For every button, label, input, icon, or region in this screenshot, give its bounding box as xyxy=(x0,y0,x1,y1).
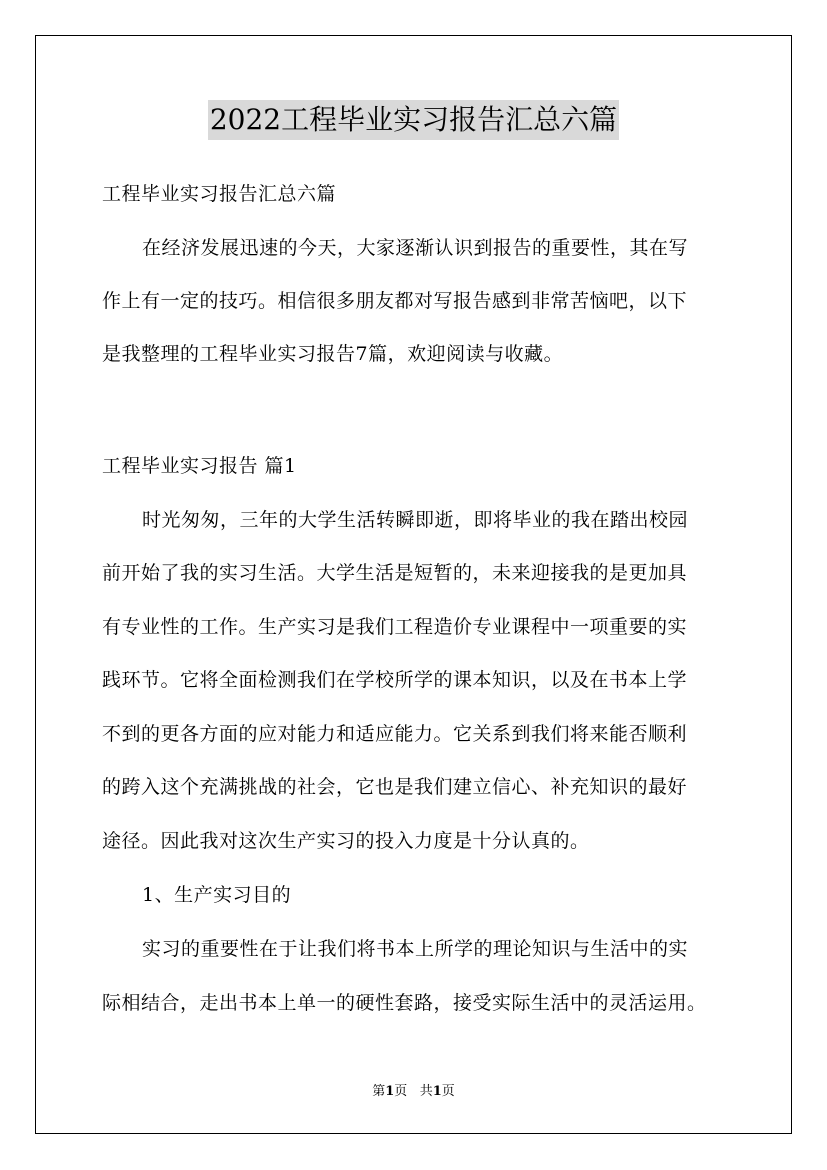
page-number: 1 xyxy=(385,1084,395,1099)
paragraph-line: 作上有一定的技巧。相信很多朋友都对写报告感到非常苦恼吧，以下 xyxy=(102,290,688,312)
paragraph-line: 不到的更各方面的应对能力和适应能力。它关系到我们将来能否顺利 xyxy=(102,723,688,745)
document-title: 2022工程毕业实习报告汇总六篇 xyxy=(208,100,619,140)
paragraph-line: 途径。因此我对这次生产实习的投入力度是十分认真的。 xyxy=(102,830,590,852)
paragraph-line: 实习的重要性在于让我们将书本上所学的理论知识与生活中的实 xyxy=(142,938,689,960)
page-prefix: 第 xyxy=(372,1084,386,1099)
page-suffix: 页 xyxy=(394,1084,408,1099)
paragraph-line: 有专业性的工作。生产实习是我们工程造价专业课程中一项重要的实 xyxy=(102,616,688,638)
paragraph-line: 在经济发展迅速的今天，大家逐渐认识到报告的重要性，其在写 xyxy=(142,237,689,259)
paragraph-line: 际相结合，走出书本上单一的硬性套路，接受实际生活中的灵活运用。 xyxy=(102,992,707,1014)
paragraph-line: 的跨入这个充满挑战的社会，它也是我们建立信心、补充知识的最好 xyxy=(102,776,688,798)
subtitle-line: 工程毕业实习报告汇总六篇 xyxy=(102,183,337,205)
title-container xyxy=(0,100,827,140)
total-pages: 1 xyxy=(432,1084,442,1099)
paragraph-line: 是我整理的工程毕业实习报告7篇，欢迎阅读与收藏。 xyxy=(102,343,564,365)
total-suffix: 页 xyxy=(441,1084,455,1099)
section-heading: 工程毕业实习报告 篇1 xyxy=(102,455,297,477)
subsection-heading: 1、生产实习目的 xyxy=(142,884,292,906)
paragraph-line: 前开始了我的实习生活。大学生活是短暂的，未来迎接我的是更加具 xyxy=(102,562,688,584)
paragraph-line: 时光匆匆，三年的大学生活转瞬即逝，即将毕业的我在踏出校园 xyxy=(142,509,689,531)
page-footer xyxy=(0,1083,827,1101)
paragraph-line: 践环节。它将全面检测我们在学校所学的课本知识，以及在书本上学 xyxy=(102,669,688,691)
total-prefix: 共 xyxy=(419,1084,433,1099)
